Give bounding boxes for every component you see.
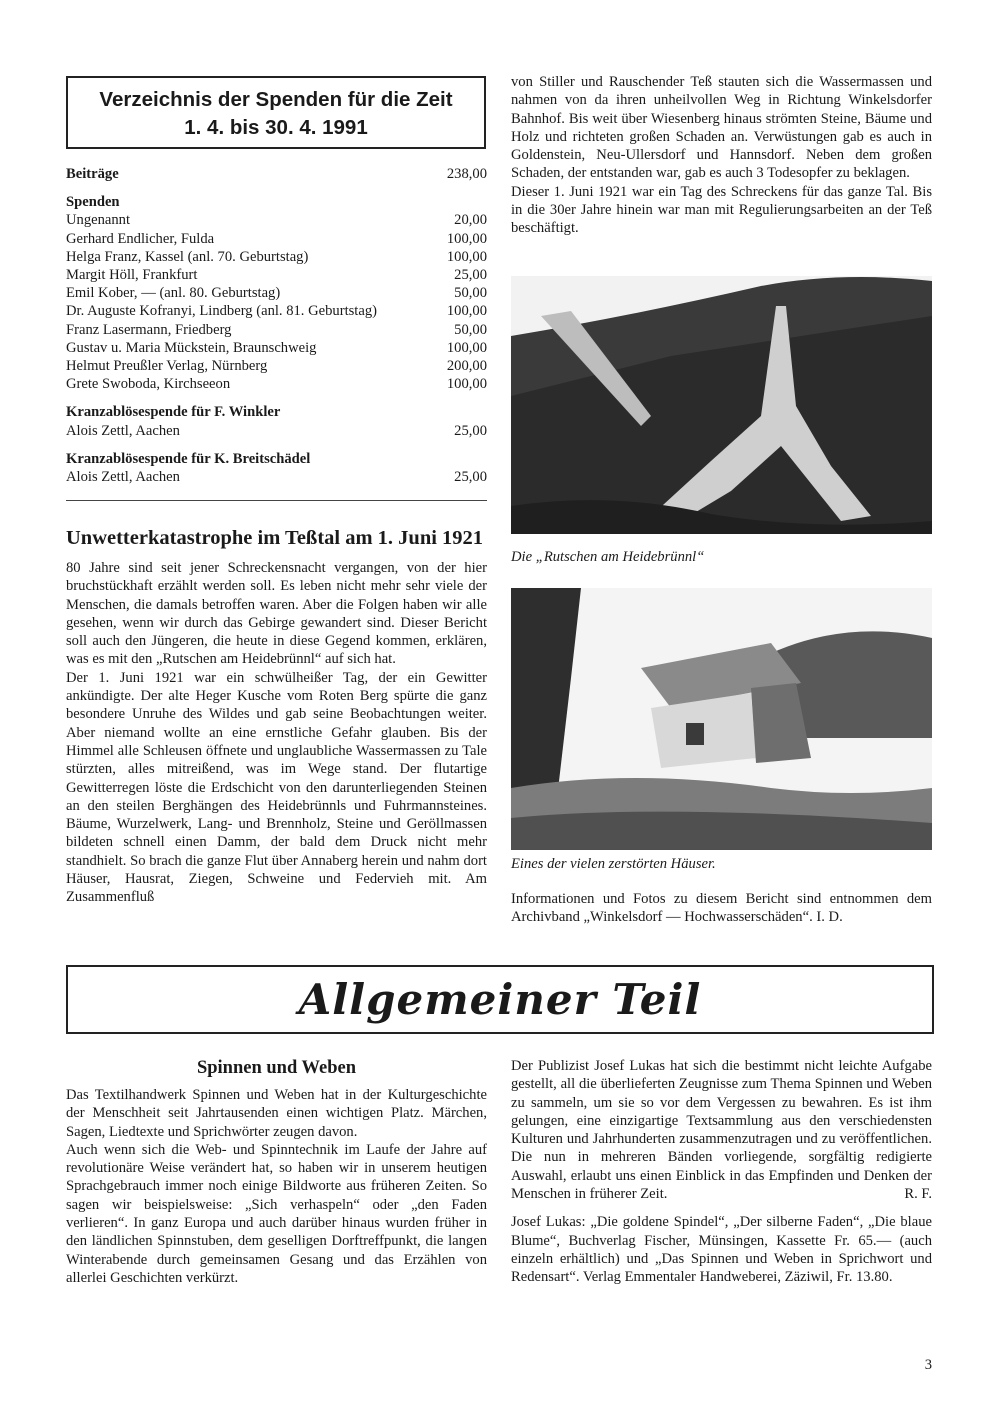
article2-paragraph-3-text: Der Publizist Josef Lukas hat sich die bestimmt nicht leichte Aufgabe gestellt, all die überlieferten Zeugnisse zum Thema Spinnen und Weben zu sammeln, um sie so vor dem Vergessen zu bewahren. Es ist ihm gelungen, eine einzigartige Textsammlung aus den verschiedensten Kulturen und Jahrhunderten zusammenzutragen und zu veröffentlichen. Die nun in mehreren Bänden vorliegende, sorgfältig redigierte Auswahl, erlaubt uns einen Einblick in das Empfinden und Denken der Menschen in früherer Zeit. xyxy=(511,1058,932,1203)
donation-row xyxy=(66,284,487,302)
donation-row xyxy=(66,375,487,393)
donations-list xyxy=(66,165,487,486)
donation-row xyxy=(66,357,487,375)
donation-row xyxy=(66,302,487,320)
article1-paragraph-3: von Stiller und Rauschender Teß stauten sich die Wassermassen und nahmen von da ihren unheilvollen Weg in Richtung Winkelsdorfer Bahnhof. Bis weit über Wiesenberg hinaus strömten Steine, Bäume und Holz und richteten großen Schaden an. Verwüstungen gab es auch in Goldenstein, Neu-Ullersdorf und Hannsdorf. Neben dem großen Schaden, der entstanden war, gab es auch 3 Todesopfer zu beklagen. xyxy=(511,74,932,182)
page-number: 3 xyxy=(924,1357,932,1373)
donation-amount: 25,00 xyxy=(454,267,487,284)
donation-amount: 200,00 xyxy=(446,358,487,375)
donor-name: Emil Kober, — (anl. 80. Geburtstag) xyxy=(66,285,281,302)
article2-paragraph-3 xyxy=(511,1057,932,1203)
article1-paragraph-1: 80 Jahre sind seit jener Schreckensnacht vergangen, von der hier bruchstückhaft erzählt werden soll. Es leben nicht mehr sehr viele der Menschen, die damals betroffen waren. Aber die Folgen haben wir alle gesehen, wenn wir durch das Gebirge gewandert sind. Dieser Bericht soll auch den Jüngeren, die heute in diese Gegend kommen, erklären, was es mit den „Rutschen am Heidebrünnl“ auf sich hat. xyxy=(66,560,487,668)
donation-amount: 100,00 xyxy=(446,230,487,247)
kranz1-name: Alois Zettl, Aachen xyxy=(66,422,180,439)
donation-amount: 100,00 xyxy=(446,303,487,320)
kranz2-row xyxy=(66,468,487,486)
donation-row xyxy=(66,321,487,339)
article1-right-column xyxy=(511,73,932,238)
article2-paragraph-4: Josef Lukas: „Die goldene Spindel“, „Der silberne Faden“, „Die blaue Blume“, Buchverlag Fischer, Münsingen, Kassette Fr. 65.— (auch einzeln erhältlich) und „Das Spinnen und Weben in Sprichwort und Redensart“. Verlag Emmentaler Handweberei, Zäziwil, Fr. 13.80. xyxy=(511,1214,932,1286)
article2-paragraph-1: Das Textilhandwerk Spinnen und Weben hat in der Kulturgeschichte der Menschheit seit Jahrtausenden einen wichtigen Platz. Märchen, Sagen, Liedtexte und Sprichwörter zeugen davon. xyxy=(66,1087,487,1140)
section-banner xyxy=(66,965,934,1034)
donor-name: Grete Swoboda, Kirchseeon xyxy=(66,376,231,393)
donations-title-line1: Verzeichnis der Spenden für die Zeit xyxy=(99,88,453,111)
kranz2-heading: Kranzablösespende für K. Breitschädel xyxy=(66,450,311,467)
donation-amount: 50,00 xyxy=(454,285,487,302)
donor-name: Margit Höll, Frankfurt xyxy=(66,267,198,284)
article1-source-note: Informationen und Fotos zu diesem Bericht sind entnommen dem Archivband „Winkelsdorf — Hochwasserschäden“. I. D. xyxy=(511,891,932,926)
spenden-list xyxy=(66,211,487,393)
donations-divider xyxy=(66,500,487,501)
beitraege-amount: 238,00 xyxy=(446,166,487,182)
kranz1-row xyxy=(66,422,487,440)
donation-amount: 50,00 xyxy=(454,321,487,338)
article2-left-column xyxy=(66,1086,487,1287)
article1-paragraph-2: Der 1. Juni 1921 war ein schwülheißer Tag, der ein Gewitter ankündigte. Der alte Heger Kusche vom Roten Berg spürte die ganz besondere Unruhe des Wildes und gab seine Beobachtungen weiter. Aber niemand wollte an eine ernstliche Gefahr glauben. Bis der Himmel alle Schleusen öffnete und unglaubliche Wassermassen zu Tale stürzten, alles mitreißend, was im Wege stand. Der flutartige Gewitterregen löste die Erdschicht von den darunterliegenden Steinen an den steilen Berghängen des Heidebrünnls und Fuhrmannsteines. Bäume, Wurzelwerk, Lang- und Brennholz, Steine und Geröllmassen bildeten schnell einen Damm, der bald dem Druck nicht mehr standhielt. So brach die ganze Flut über Annaberg herein und nahm dort Häuser, Hausrat, Ziegen, Schweine und Federvieh mit. Am Zusammenfluß xyxy=(66,669,487,906)
donor-name: Helmut Preußler Verlag, Nürnberg xyxy=(66,358,268,375)
donation-amount: 100,00 xyxy=(446,248,487,265)
destroyed-house-photo xyxy=(511,588,932,850)
kranz2-name: Alois Zettl, Aachen xyxy=(66,469,180,486)
donations-title-box xyxy=(66,76,486,149)
beitraege-row xyxy=(66,165,487,183)
article2-right-column xyxy=(511,1057,932,1287)
kranz1-amount: 25,00 xyxy=(454,422,487,439)
kranz2-amount: 25,00 xyxy=(454,469,487,486)
article2-paragraph-2: Auch wenn sich die Web- und Spinntechnik im Laufe der Jahre auf revolutionäre Weise verändert hat, so haben wir in unserem heutigen Sprachgebrauch immer noch einige Bildworte aus früheren Zeiten. So sagen wir beispielsweise: „Sich verhaspeln“ oder „den Faden verlieren“. In ganz Europa und auch darüber hinaus wurden früher in den ländlichen Spinnstuben, dem geselligen Dorftreffpunkt, die langen Winterabende durch gemeinsamen Gesang und das Erzählen von allerlei Geschichten verkürzt. xyxy=(66,1141,487,1286)
house-caption: Eines der vielen zerstörten Häuser. xyxy=(511,856,716,872)
donation-row xyxy=(66,248,487,266)
article1-left-column xyxy=(66,559,487,907)
donor-name: Gustav u. Maria Mückstein, Braunschweig xyxy=(66,339,317,356)
donation-amount: 20,00 xyxy=(454,212,487,229)
donation-amount: 100,00 xyxy=(446,376,487,393)
section-banner-title: Allgemeiner Teil xyxy=(298,975,702,1024)
spenden-heading: Spenden xyxy=(66,194,120,211)
donation-amount: 100,00 xyxy=(446,339,487,356)
donor-name: Franz Lasermann, Friedberg xyxy=(66,321,232,338)
donation-row xyxy=(66,230,487,248)
article2-signature: R. F. xyxy=(904,1186,932,1203)
donor-name: Helga Franz, Kassel (anl. 70. Geburtstag) xyxy=(66,248,309,265)
article1-title: Unwetterkatastrophe im Teßtal am 1. Juni 1921 xyxy=(66,527,484,549)
donation-row xyxy=(66,266,487,284)
donation-row xyxy=(66,211,487,229)
donations-title-line2: 1. 4. bis 30. 4. 1991 xyxy=(184,116,368,139)
article1-paragraph-4: Dieser 1. Juni 1921 war ein Tag des Schreckens für das ganze Tal. Bis in die 30er Jahre hinein war man mit Regulierungsarbeiten an der Teß beschäftigt. xyxy=(511,183,932,237)
beitraege-label: Beiträge xyxy=(66,166,119,182)
article2-title: Spinnen und Weben xyxy=(196,1058,357,1078)
donor-name: Ungenannt xyxy=(66,212,131,229)
kranz1-heading: Kranzablösespende für F. Winkler xyxy=(66,404,281,421)
donor-name: Gerhard Endlicher, Fulda xyxy=(66,230,215,247)
landslide-caption: Die „Rutschen am Heidebrünnl“ xyxy=(511,549,705,565)
landslide-photo xyxy=(511,276,932,534)
donation-row xyxy=(66,339,487,357)
donor-name: Dr. Auguste Kofranyi, Lindberg (anl. 81. Geburtstag) xyxy=(66,303,377,320)
